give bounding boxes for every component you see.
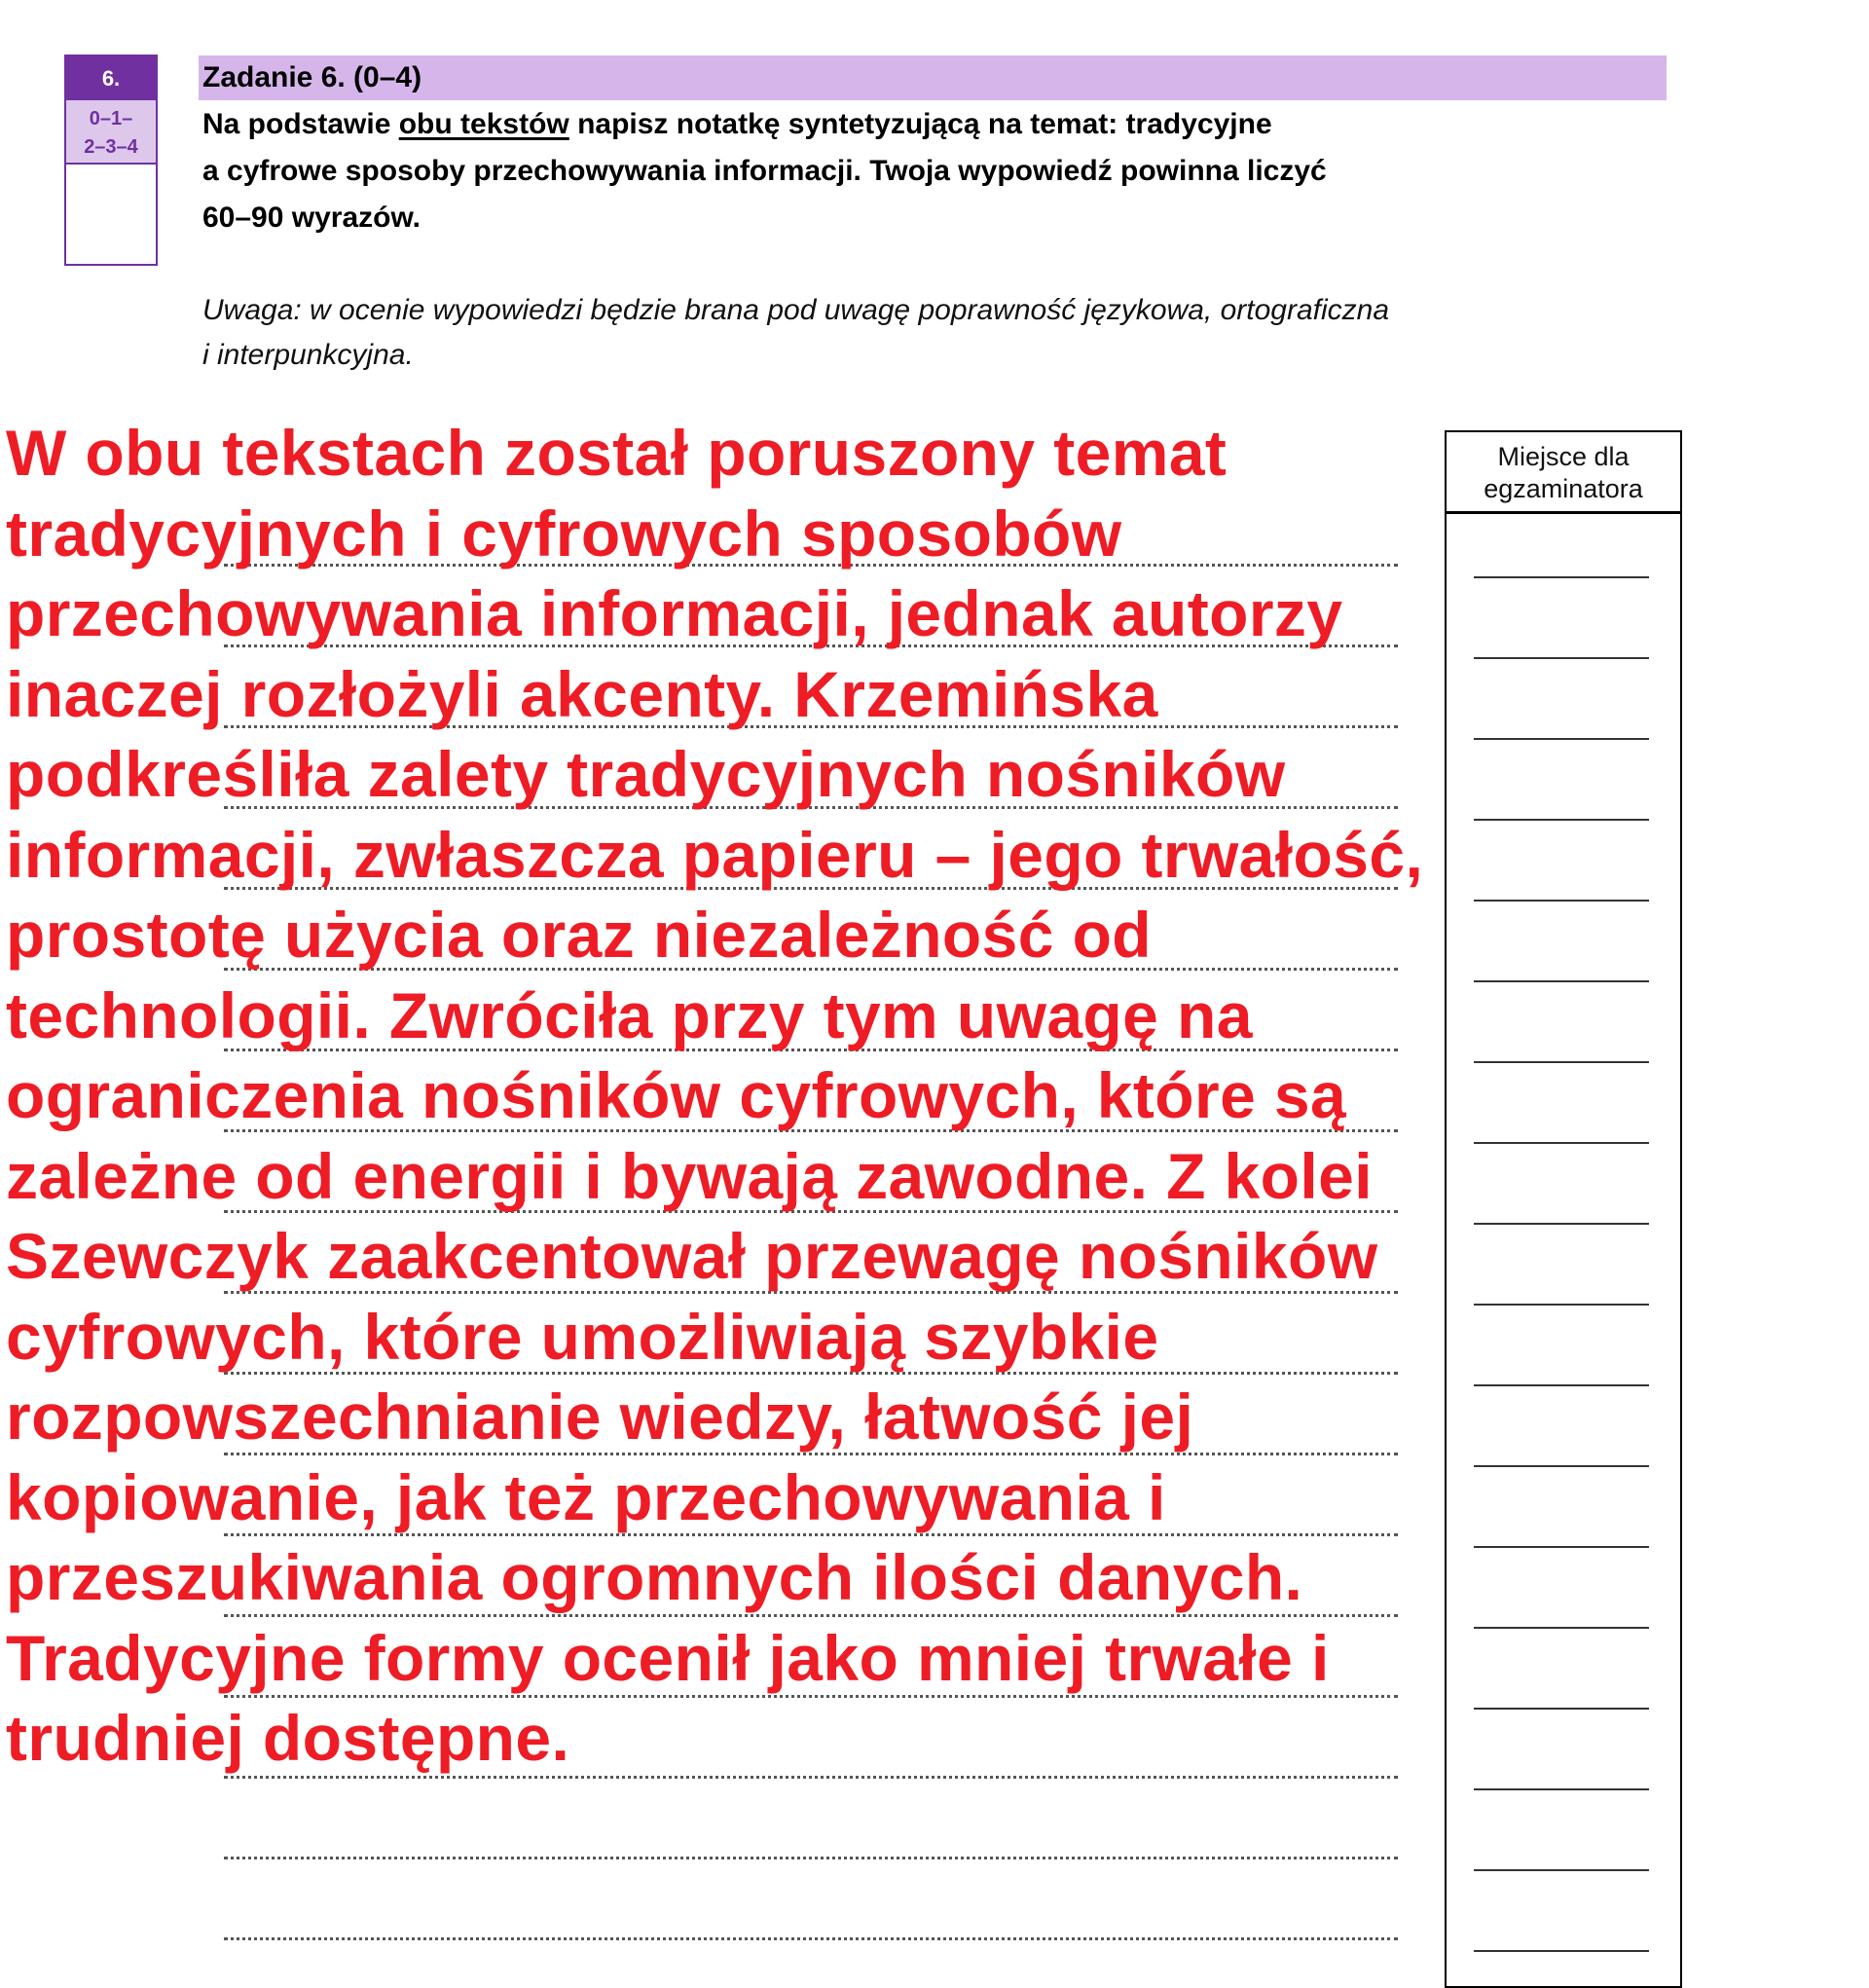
answer-text-line: kopiowanie, jak też przechowywania i: [6, 1460, 1166, 1533]
examiner-mark-line: [1474, 1950, 1649, 1952]
answer-text-line: trudniej dostępne.: [6, 1702, 570, 1774]
answer-text-line: ograniczenia nośników cyfrowych, które są: [6, 1059, 1347, 1131]
answer-text-line: przeszukiwania ogromnych ilości danych.: [6, 1541, 1303, 1613]
instruction-line3: 60–90 wyrazów.: [202, 202, 421, 234]
score-box: [64, 55, 158, 266]
answer-text-line: zależne od energii i bywają zawodne. Z kolei: [6, 1139, 1373, 1212]
answer-text-line: rozpowszechnianie wiedzy, łatwość jej: [6, 1381, 1194, 1453]
examiner-label-line2: egzaminatora: [1484, 474, 1643, 503]
instruction-text-after: napisz notatkę syntetyzującą na temat: tradycyjne: [568, 108, 1272, 140]
answer-text: [6, 413, 1524, 1779]
instruction-line2: a cyfrowe sposoby przechowywania informacji. Twoja wypowiedź powinna liczyć: [202, 155, 1327, 187]
examiner-label-line1: Miejsce dla: [1497, 442, 1630, 471]
points-scale-line1: 0–1–: [89, 108, 133, 129]
answer-text-line: podkreśliła zalety tradycyjnych nośników: [6, 738, 1286, 810]
task-title: Zadanie 6. (0–4): [199, 55, 1667, 100]
answer-text-line: Szewczyk zaakcentował przewagę nośników: [6, 1220, 1378, 1292]
instruction-underlined-text: obu tekstów: [398, 108, 569, 140]
answer-text-line: W obu tekstach został poruszony temat: [6, 417, 1228, 489]
instruction-text-before: Na podstawie: [202, 108, 399, 140]
answer-text-line: technologii. Zwróciła przy tym uwagę na: [6, 978, 1253, 1051]
answer-text-line: informacji, zwłaszcza papieru – jego trwałość,: [6, 818, 1424, 891]
note-line1: Uwaga: w ocenie wypowiedzi będzie brana pod uwagę poprawność językowa, ortograficzna: [202, 294, 1390, 326]
answer-text-line: Tradycyjne formy ocenił jako mniej trwałe i: [6, 1621, 1330, 1694]
answer-text-line: inaczej rozłożyli akcenty. Krzemińska: [6, 657, 1158, 730]
answer-text-line: tradycyjnych i cyfrowych sposobów: [6, 497, 1122, 570]
answer-line: [224, 1857, 1398, 1859]
examiner-mark-line: [1474, 1869, 1649, 1871]
answer-text-line: cyfrowych, które umożliwiają szybkie: [6, 1300, 1159, 1373]
answer-text-line: przechowywania informacji, jednak autorzy: [6, 577, 1343, 649]
task-number: 6.: [66, 56, 156, 100]
points-scale-line2: 2–3–4: [84, 136, 138, 158]
answer-text-line: prostotę użycia oraz niezależność od: [6, 899, 1153, 971]
examiner-mark-line: [1474, 1788, 1649, 1790]
note-line2: i interpunkcyjna.: [202, 339, 414, 371]
answer-line: [224, 1937, 1398, 1940]
points-scale: [66, 100, 156, 165]
